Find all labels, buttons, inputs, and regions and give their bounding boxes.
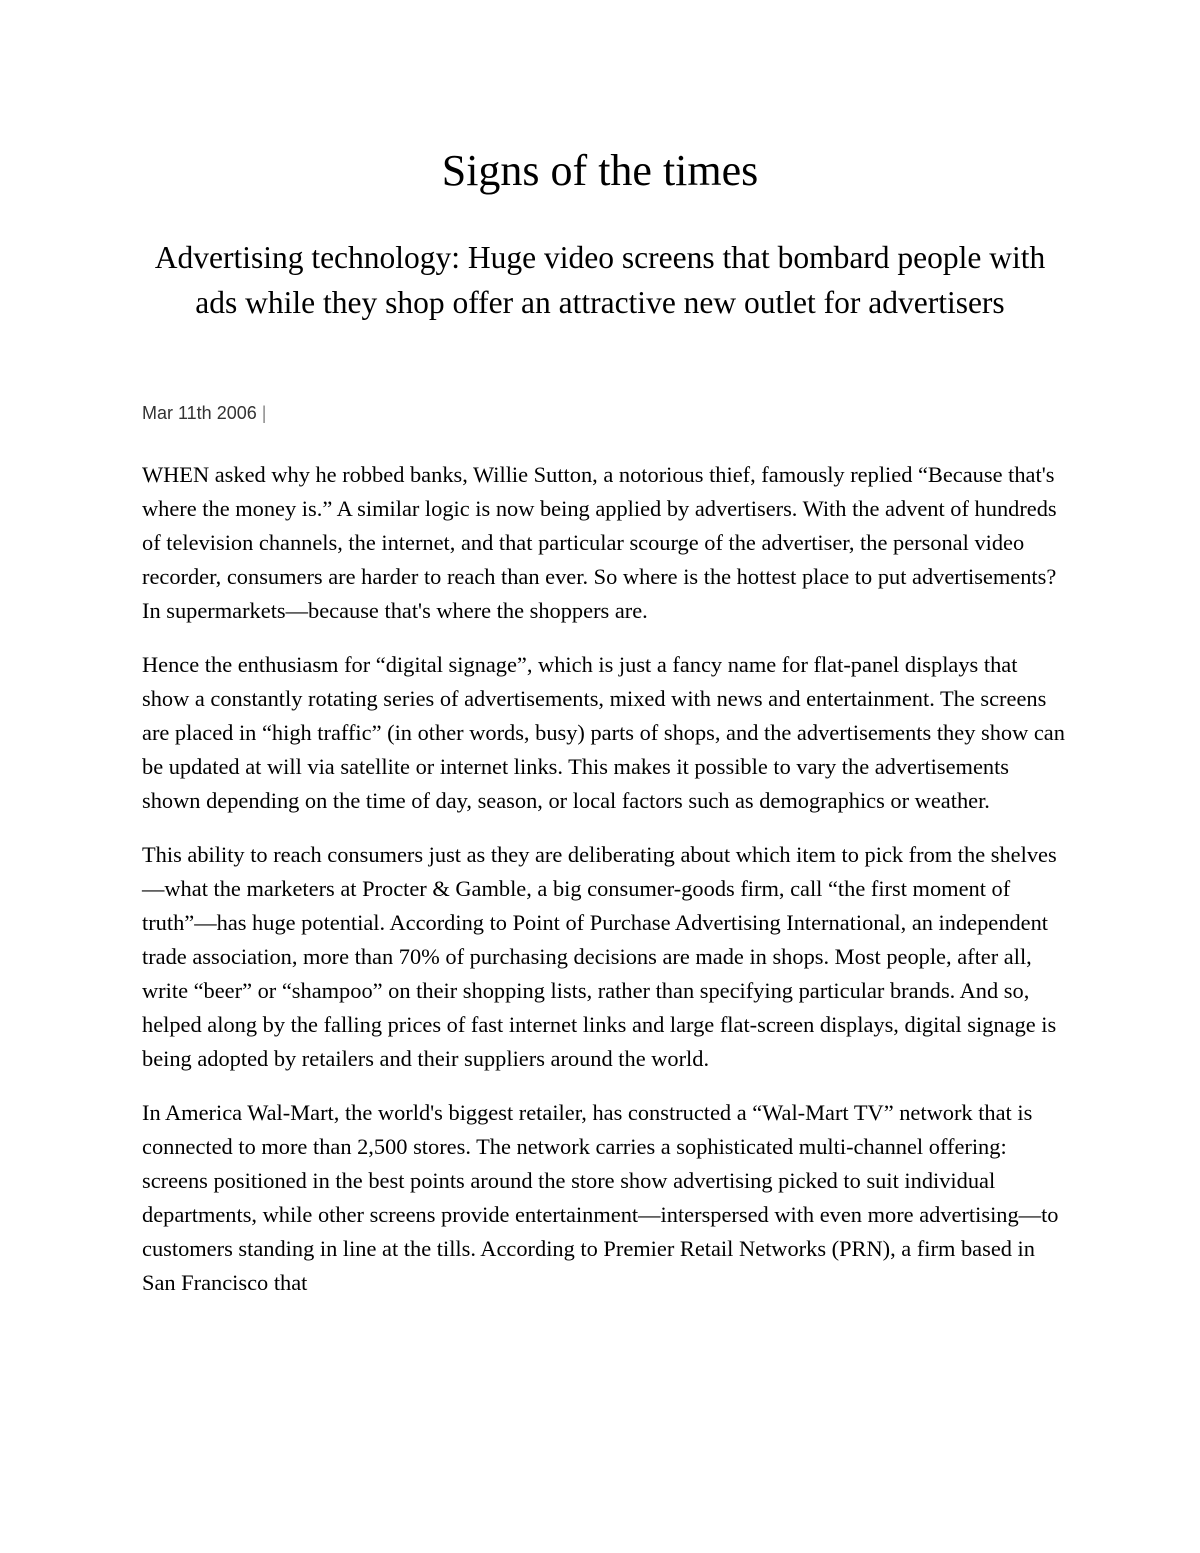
- article-paragraph: In America Wal-Mart, the world's biggest retailer, has constructed a “Wal-Mart TV” network that is connected to more than 2,500 stores. The network carries a sophisticated multi-channel offering: screens positioned in the best points around the store show advertising picked to suit individual departments, while other screens provide entertainment—interspersed with even more advertising—to customers standing in line at the tills. According to Premier Retail Networks (PRN), a firm based in San Francisco that: [142, 1100, 1059, 1295]
- article-title: Signs of the times: [441, 146, 759, 195]
- date-separator: |: [261, 403, 267, 423]
- article-paragraph: This ability to reach consumers just as they are deliberating about which item to pick from the shelves—what the marketers at Procter & Gamble, a big consumer-goods firm, call “the first moment of truth”—has huge potential. According to Point of Purchase Advertising International, an independent trade association, more than 70% of purchasing decisions are made in shops. Most people, after all, write “beer” or “shampoo” on their shopping lists, rather than specifying particular brands. And so, helped along by the falling prices of fast internet links and large flat-screen displays, digital signage is being adopted by retailers and their suppliers around the world.: [142, 842, 1057, 1071]
- article-paragraph: Hence the enthusiasm for “digital signage”, which is just a fancy name for flat-panel displays that show a constantly rotating series of advertisements, mixed with news and entertainment. The screens are placed in “high traffic” (in other words, busy) parts of shops, and the advertisements they show can be updated at will via satellite or internet links. This makes it possible to vary the advertisements shown depending on the time of day, season, or local factors such as demographics or weather.: [142, 652, 1065, 813]
- article-date: Mar 11th 2006: [142, 403, 257, 423]
- article-subtitle: Advertising technology: Huge video screens that bombard people with ads while they shop offer an attractive new outlet for advertisers: [154, 240, 1046, 320]
- article-body: [142, 458, 1067, 1320]
- article-dateline: [142, 400, 266, 426]
- article-paragraph: WHEN asked why he robbed banks, Willie Sutton, a notorious thief, famously replied “Because that's where the money is.” A similar logic is now being applied by advertisers. With the advent of hundreds of television channels, the internet, and that particular scourge of the advertiser, the personal video recorder, consumers are harder to reach than ever. So where is the hottest place to put advertisements? In supermarkets—because that's where the shoppers are.: [142, 462, 1057, 623]
